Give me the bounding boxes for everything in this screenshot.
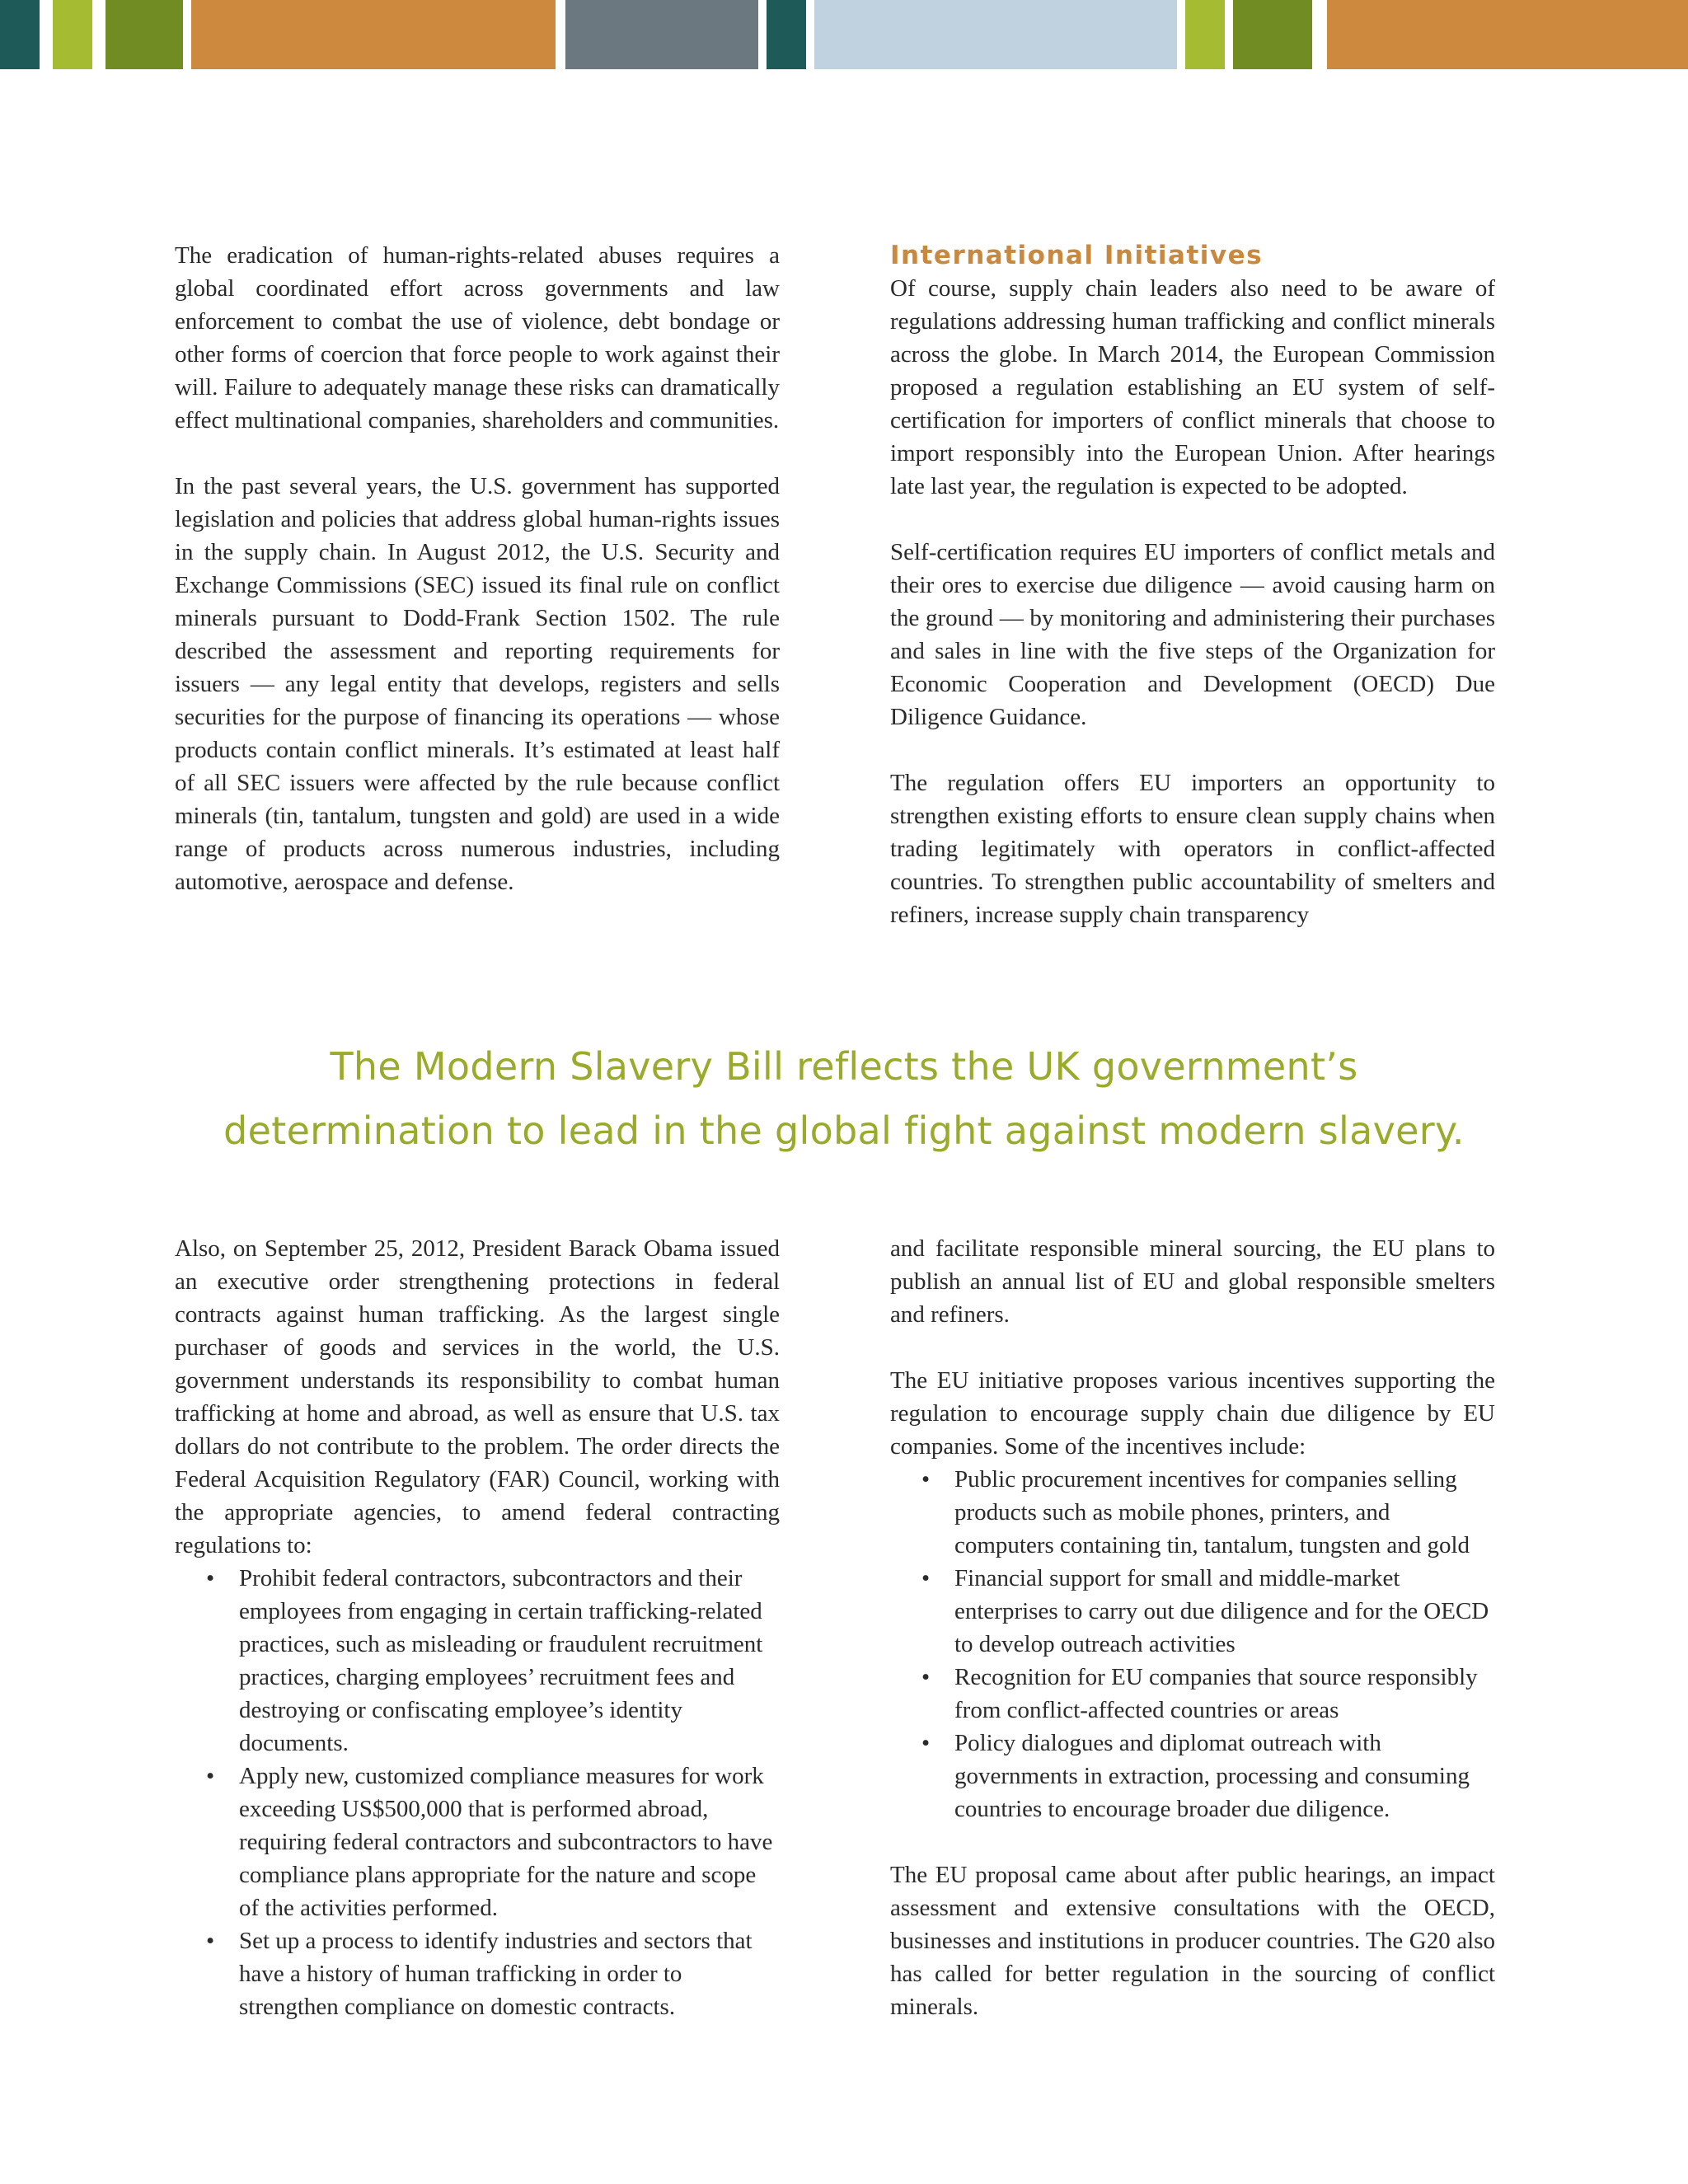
pull-quote-line-2: determination to lead in the global fight against modern slavery. [223,1108,1465,1153]
band-block-slate [565,0,758,69]
paragraph-us-government: In the past several years, the U.S. government has supported legislation and policies that address global human-rights issues in the supply chain. In August 2012, the U.S. Security and Exchange Commissions (SEC) issued its final rule on conflict minerals pursuant to Dodd-Frank Section 1502. The rule described the assessment and reporting requirements for issuers — any legal entity that develops, registers and sells securities for the purpose of financing its operations — whose products contain conflict minerals. It’s estimated at least half of all SEC issuers were affected by the rule because conflict minerals (tin, tantalum, tungsten and gold) are used in a wide range of products across numerous industries, including automotive, aerospace and defense. [175,473,780,895]
bullet-icon: • [921,1565,931,1591]
paragraph-executive-order: Also, on September 25, 2012, President Barack Obama issued an executive order strengthening protections in federal contracts against human trafficking. As the largest single purchaser of goods and services in the world, the U.S. government understands its responsibility to combat human trafficking at home and abroad, as well as ensure that U.S. tax dollars do not contribute to the problem. The order directs the Federal Acquisition Regulatory (FAR) Council, working with the appropriate agencies, to amend federal contracting regulations to: [175,1235,780,1558]
list-item: • Prohibit federal contractors, subcontractors and their employees from engaging in certain trafficking-related practices, such as misleading or fraudulent recruitment practices, charging employees’ recruitment fees and destroying or confiscating employee’s identity documents. [175,1562,780,1760]
band-block-light-blue [814,0,1177,69]
paragraph-eradication: The eradication of human-rights-related abuses requires a global coordinated effort across governments and law enforcement to combat the use of violence, debt bondage or other forms of coercion that force people to work against their will. Failure to adequately manage these risks can dramatically effect multinational companies, shareholders and communities. [175,242,780,434]
pull-quote [115,1034,1573,1163]
bullet-icon: • [206,1565,215,1591]
band-block-olive-1 [106,0,183,69]
paragraph-supply-chain-leaders: Of course, supply chain leaders also need to be aware of regulations addressing human trafficking and conflict minerals across the globe. In March 2014, the European Commission proposed a regulation establishing an EU system of self-certification for importers of conflict minerals that choose to import responsibly into the European Union. After hearings late last year, the regulation is expected to be adopted. [890,275,1495,499]
band-block-lime-2 [1185,0,1225,69]
executive-order-bullet-list [175,1562,780,2023]
paragraph-self-certification: Self-certification requires EU importers of conflict metals and their ores to exercise due diligence — avoid causing harm on the ground — by monitoring and administering their purchases and sales in line with the five steps of the Organization for Economic Cooperation and Development (OECD) Due Diligence Guidance. [890,539,1495,730]
band-block-teal-2 [767,0,806,69]
paragraph-continuation: and facilitate responsible mineral sourcing, the EU plans to publish an annual list of EU and global responsible smelters and refiners. [890,1235,1495,1328]
list-item: • Financial support for small and middle-market enterprises to carry out due diligence and for the OECD to develop outreach activities [890,1562,1495,1661]
band-block-lime-1 [53,0,92,69]
band-block-olive-2 [1233,0,1312,69]
bottom-left-column [175,1232,780,2023]
list-item: • Policy dialogues and diplomat outreach with governments in extraction, processing and consuming countries to encourage broader due diligence. [890,1727,1495,1825]
eu-incentives-bullet-list [890,1463,1495,1825]
band-block-teal-1 [0,0,40,69]
top-right-column [890,239,1495,931]
bottom-right-column [890,1232,1495,2023]
top-left-column [175,239,780,898]
band-block-orange-1 [191,0,556,69]
band-block-orange-2 [1327,0,1688,69]
list-item: • Apply new, customized compliance measures for work exceeding US$500,000 that is performed abroad, requiring federal contractors and subcontractors to have compliance plans appropriate for the nature and scope of the activities performed. [175,1760,780,1924]
bullet-icon: • [921,1730,931,1756]
paragraph-eu-initiative: The EU initiative proposes various incentives supporting the regulation to encourage supply chain due diligence by EU companies. Some of the incentives include: [890,1367,1495,1460]
list-item: • Public procurement incentives for companies selling products such as mobile phones, printers, and computers containing tin, tantalum, tungsten and gold [890,1463,1495,1562]
list-item: • Recognition for EU companies that source responsibly from conflict-affected countries or areas [890,1661,1495,1727]
section-heading-international-initiatives: International Initiatives [890,241,1264,270]
paragraph-eu-proposal: The EU proposal came about after public hearings, an impact assessment and extensive consultations with the OECD, businesses and institutions in producer countries. The G20 also has called for better regulation in the sourcing of conflict minerals. [890,1862,1495,2020]
pull-quote-line-1: The Modern Slavery Bill reflects the UK government’s [330,1044,1358,1089]
list-item: • Set up a process to identify industries and sectors that have a history of human trafficking in order to strengthen compliance on domestic contracts. [175,1924,780,2023]
bullet-icon: • [206,1928,215,1954]
header-color-band [0,0,1688,69]
paragraph-regulation-offers: The regulation offers EU importers an opportunity to strengthen existing efforts to ensure clean supply chains when trading legitimately with operators in conflict-affected countries. To strengthen public accountability of smelters and refiners, increase supply chain transparency [890,770,1495,928]
bullet-icon: • [206,1763,215,1789]
bullet-icon: • [921,1466,931,1493]
bullet-icon: • [921,1664,931,1690]
